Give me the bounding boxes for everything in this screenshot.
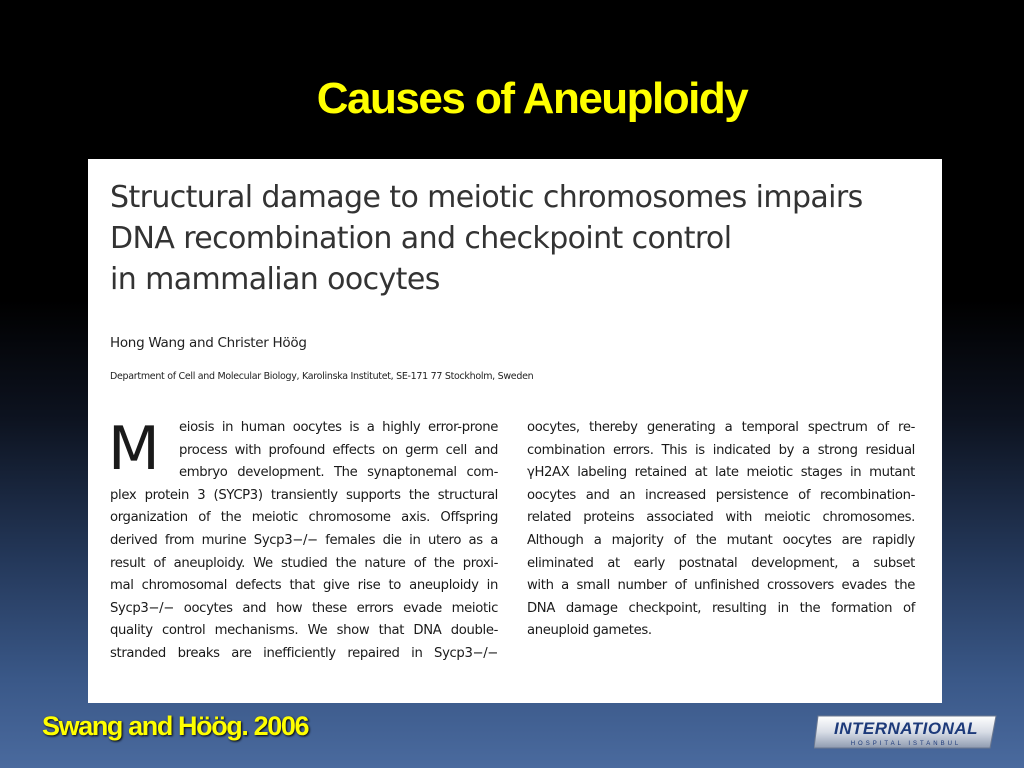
abstract-right-column: [527, 417, 915, 643]
abstract-line: related proteins associated with meiotic chromosomes.: [527, 510, 915, 526]
abstract-line: process with profound effects on germ cell and: [179, 442, 498, 458]
paper-title: [110, 177, 920, 300]
abstract-line: stranded breaks are inefficiently repaired in Sycp3−/−: [110, 645, 498, 661]
paper-authors: Hong Wang and Christer Höög: [110, 335, 307, 351]
slide-citation: Swang and Höög. 2006: [42, 711, 309, 741]
abstract-line: combination errors. This is indicated by a strong residual: [527, 442, 915, 458]
drop-cap: M: [108, 414, 160, 484]
slide-title: Causes of Aneuploidy: [316, 74, 748, 123]
abstract-line: result of aneuploidy. We studied the nature of the proxi-: [110, 555, 498, 571]
abstract-line: mal chromosomal defects that give rise to aneuploidy in: [110, 578, 498, 594]
abstract-line: oocytes, thereby generating a temporal spectrum of re-: [527, 420, 915, 435]
abstract-line: Sycp3−/− oocytes and how these errors evade meiotic: [110, 600, 498, 616]
abstract-left-column: [108, 414, 498, 666]
abstract-line: quality control mechanisms. We show that DNA double-: [110, 623, 498, 639]
abstract-line: plex protein 3 (SYCP3) transiently supports the structural: [110, 487, 498, 503]
hospital-logo: [814, 714, 998, 752]
paper-title-line: Structural damage to meiotic chromosomes impairs: [110, 180, 863, 215]
abstract-line: derived from murine Sycp3−/− females die in utero as a: [110, 532, 498, 548]
abstract-line: DNA damage checkpoint, resulting in the formation of: [527, 600, 915, 616]
logo-text: INTERNATIONAL: [833, 719, 979, 738]
abstract-line: embryo development. The synaptonemal com-: [179, 465, 498, 481]
paper-affiliation: Department of Cell and Molecular Biology, Karolinska Institutet, SE-171 77 Stockholm, Sweden: [110, 371, 534, 382]
abstract-line: eliminated at early postnatal development, a subset: [527, 555, 915, 571]
abstract-line: with a small number of unfinished crossovers evades the: [527, 578, 915, 594]
hospital-logo-graphic: [814, 714, 998, 752]
abstract-line: oocytes and an increased persistence of recombination-: [527, 487, 915, 503]
abstract-line: Although a majority of the mutant oocytes are rapidly: [527, 532, 915, 548]
abstract-line: γH2AX labeling retained at late meiotic stages in mutant: [527, 465, 915, 481]
logo-subtext: HOSPITAL ISTANBUL: [850, 741, 962, 747]
paper-title-line: DNA recombination and checkpoint control: [110, 221, 732, 256]
paper-title-line: in mammalian oocytes: [110, 262, 440, 297]
abstract-line: organization of the meiotic chromosome axis. Offspring: [110, 510, 498, 526]
paper-excerpt: [88, 159, 942, 703]
abstract-line: eiosis in human oocytes is a highly error-prone: [179, 420, 498, 435]
abstract-line: aneuploid gametes.: [527, 623, 652, 639]
